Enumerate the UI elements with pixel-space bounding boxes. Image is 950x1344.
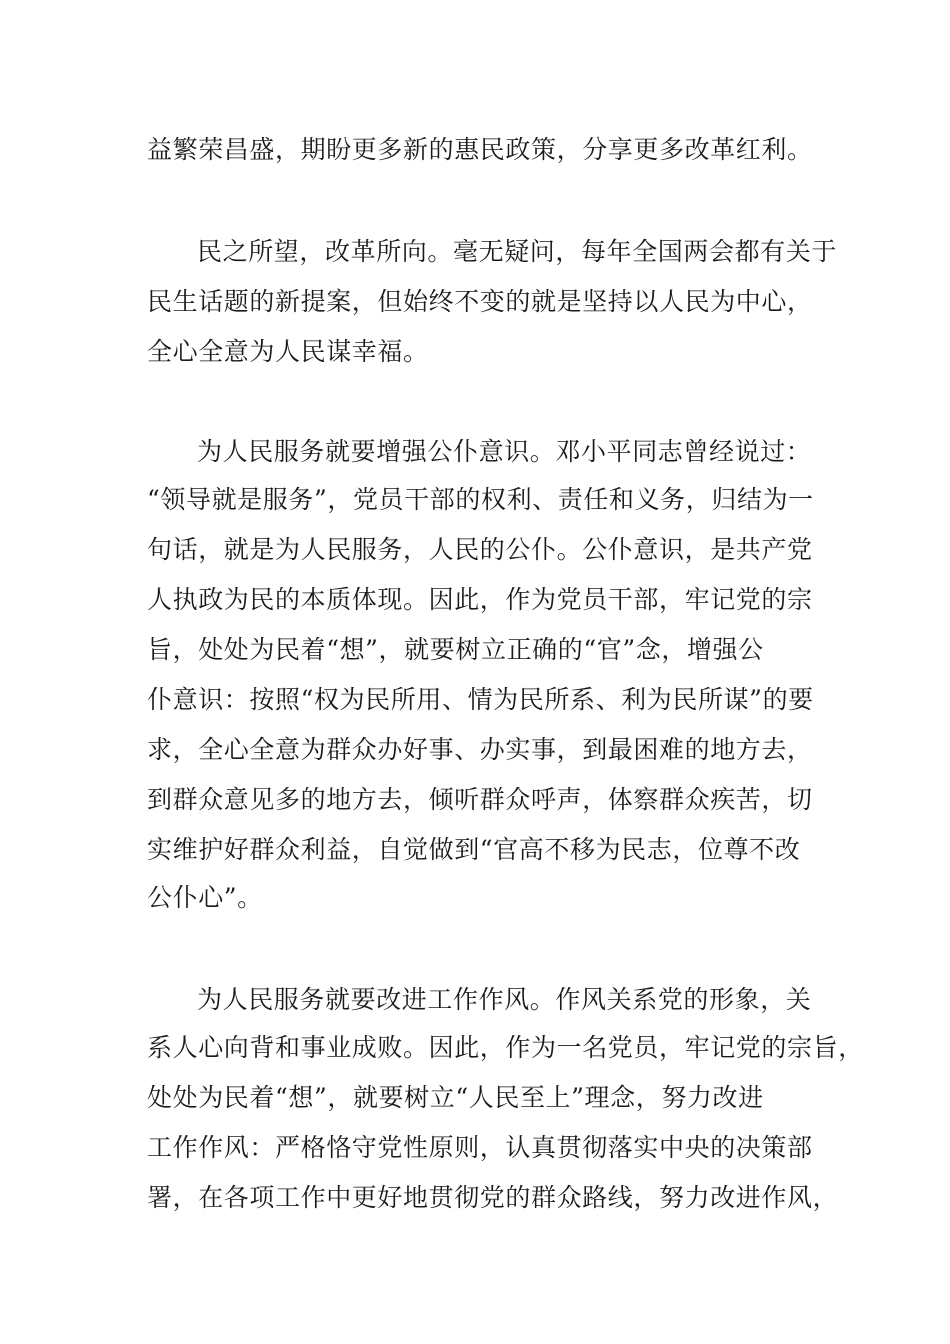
text-line: 求，全心全意为群众办好事、办实事，到最困难的地方去， (147, 735, 813, 764)
text-line: 到群众意见多的地方去，倾听群众呼声，体察群众疾苦，切 (147, 785, 813, 814)
text-line: 为人民服务就要改进工作作风。作风关系党的形象，关 (197, 985, 812, 1014)
text-line: 仆意识：按照“权为民所用、情为民所系、利为民所谋”的要 (147, 685, 814, 714)
text-line: 旨，处处为民着“想”，就要树立正确的“官”念，增强公 (147, 635, 764, 664)
text-line: 公仆心”。 (147, 883, 263, 912)
text-line: 工作作风：严格恪守党性原则，认真贯彻落实中央的决策部 (147, 1133, 813, 1162)
text-line: 为人民服务就要增强公仆意识。邓小平同志曾经说过： (197, 437, 812, 466)
text-line: 人执政为民的本质体现。因此，作为党员干部，牢记党的宗 (147, 585, 813, 614)
text-line: 全心全意为人民谋幸福。 (147, 337, 429, 366)
text-line: 处处为民着“想”，就要树立“人民至上”理念，努力改进 (147, 1083, 764, 1112)
text-line: 句话，就是为人民服务，人民的公仆。公仆意识，是共产党 (147, 535, 813, 564)
text-line: “领导就是服务”，党员干部的权利、责任和义务，归结为一 (147, 485, 814, 514)
text-line: 实维护好群众利益，自觉做到“官高不移为民志，位尊不改 (147, 835, 801, 864)
text-line: 系人心向背和事业成败。因此，作为一名党员，牢记党的宗旨， (147, 1033, 864, 1062)
text-line: 署，在各项工作中更好地贯彻党的群众路线，努力改进作风， (147, 1183, 839, 1212)
text-line: 民生话题的新提案，但始终不变的就是坚持以人民为中心， (147, 287, 813, 316)
text-line: 益繁荣昌盛，期盼更多新的惠民政策，分享更多改革红利。 (147, 135, 813, 164)
text-line: 民之所望，改革所向。毫无疑问，每年全国两会都有关于 (197, 237, 838, 266)
